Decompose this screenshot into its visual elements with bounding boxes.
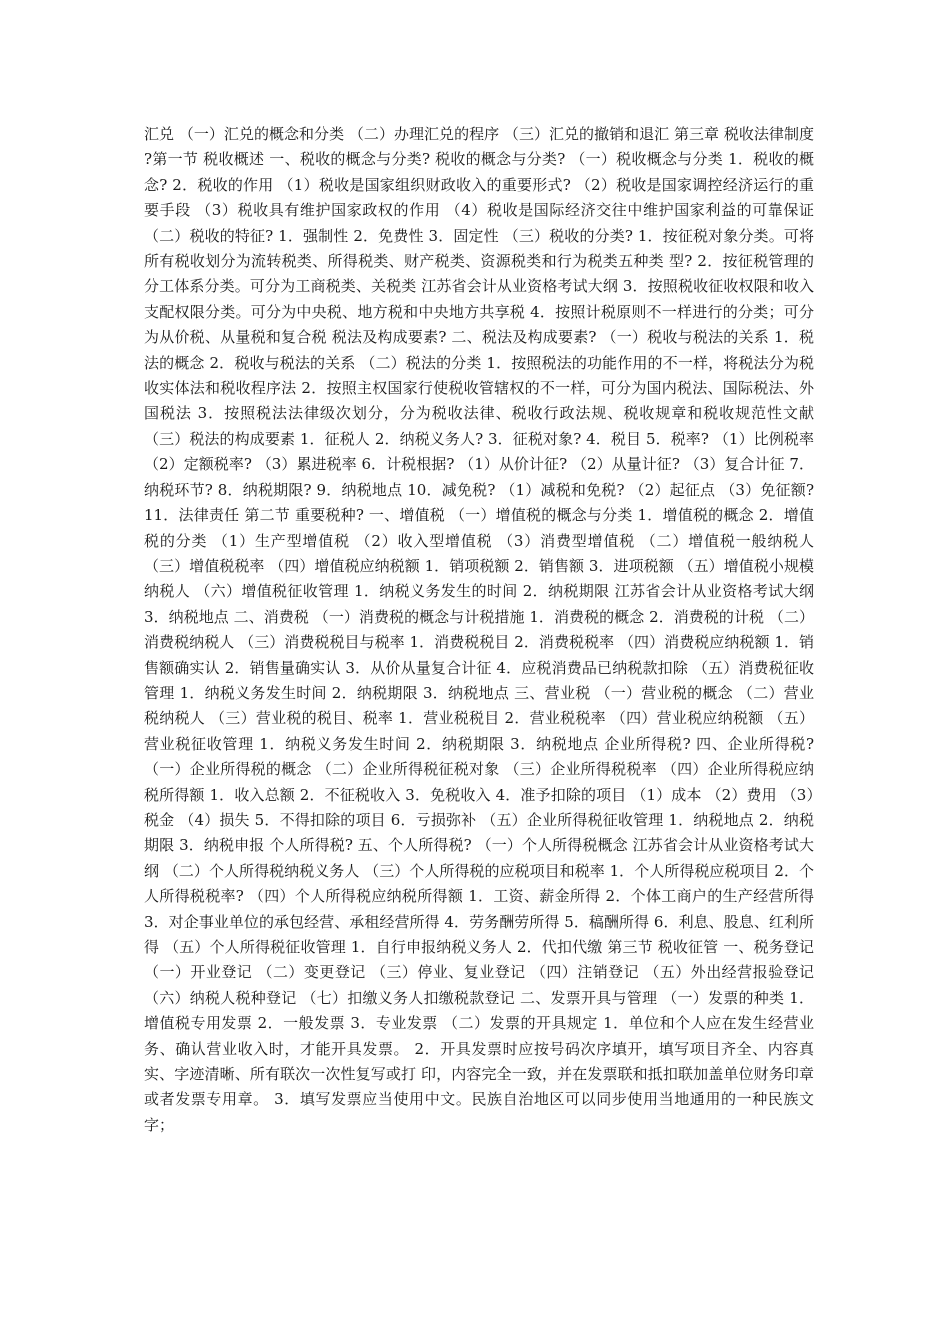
body-paragraph: 汇兑 （一）汇兑的概念和分类 （二）办理汇兑的程序 （三）汇兑的撤销和退汇 第三章 税收法律制度 ?第一节 税收概述 一、税收的概念与分类? 税收的概念与分类? （一）税收概念与分类 1．税收的概念? 2．税收的作用 （1）税收是国家组织财政收入的重要形式? （2）税收是国家调控经济运行的重要手段 （3）税收具有维护国家政权的作用 （4）税收是国际经济交往中维护国家利益的可靠保证 （二）税收的特征? 1．强制性 2．免费性 3．固定性 （三）税收的分类? 1．按征税对象分类。可将所有税收划分为流转税类、所得税类、财产税类、资源税类和行为税类五种类 型? 2．按征税管理的分工体系分类。可分为工商税类、关税类 江苏省会计从业资格考试大纲 3．按照税收征收权限和收入支配权限分类。可分为中央税、地方税和中央地方共享税 4．按照计税原则不一样进行的分类；可分为从价税、从量税和复合税 税法及构成要素? 二、税法及构成要素? （一）税收与税法的关系 1．税法的概念 2．税收与税法的关系 （二）税法的分类 1．按照税法的功能作用的不一样，将税法分为税收实体法和税收程序法 2．按照主权国家行使税收管辖权的不一样，可分为国内税法、国际税法、外国税法 3．按照税法法律级次划分，分为税收法律、税收行政法规、税收规章和税收规范性文献 （三）税法的构成要素 1．征税人 2．纳税义务人? 3．征税对象? 4．税目 5．税率? （1）比例税率 （2）定额税率? （3）累进税率 6．计税根据? （1）从价计征? （2）从量计征? （3）复合计征 7．纳税环节? 8．纳税期限? 9．纳税地点 10．减免税? （1）减税和免税? （2）起征点 （3）免征额? 11．法律责任 第二节 重要税种? 一、增值税 （一）增值税的概念与分类 1．增值税的概念 2．增值税的分类 （1）生产型增值税 （2）收入型增值税 （3）消费型增值税 （二）增值税一般纳税人 （三）增值税税率 （四）增值税应纳税额 1．销项税额 2．销售额 3．进项税额 （五）增值税小规模纳税人 （六）增值税征收管理 1．纳税义务发生的时间 2．纳税期限 江苏省会计从业资格考试大纲 3．纳税地点 二、消费税 （一）消费税的概念与计税措施 1．消费税的概念 2．消费税的计税 （二）消费税纳税人 （三）消费税税目与税率 1．消费税税目 2．消费税税率 （四）消费税应纳税额 1．销售额确实认 2．销售量确实认 3．从价从量复合计征 4．应税消费品已纳税款扣除 （五）消费税征收管理 1．纳税义务发生时间 2．纳税期限 3．纳税地点 三、营业税 （一）营业税的概念 （二）营业税纳税人 （三）营业税的税目、税率 1．营业税税目 2．营业税税率 （四）营业税应纳税额 （五）营业税征收管理 1．纳税义务发生时间 2．纳税期限 3．纳税地点 企业所得税? 四、企业所得税? （一）企业所得税的概念 （二）企业所得税征税对象 （三）企业所得税税率 （四）企业所得税应纳税所得额 1．收入总额 2．不征税收入 3．免税收入 4．准予扣除的项目 （1）成本 （2）费用 （3）税金 （4）损失 5．不得扣除的项目 6．亏损弥补 （五）企业所得税征收管理 1．纳税地点 2．纳税期限 3．纳税申报 个人所得税? 五、个人所得税? （一）个人所得税概念 江苏省会计从业资格考试大纲 （二）个人所得税纳税义务人 （三）个人所得税的应税项目和税率 1．个人所得税应税项目 2．个人所得税税率? （四）个人所得税应纳税所得额 1．工资、薪金所得 2．个体工商户的生产经营所得 3．对企事业单位的承包经营、承租经营所得 4．劳务酬劳所得 5．稿酬所得 6．利息、股息、红利所得 （五）个人所得税征收管理 1．自行申报纳税义务人 2．代扣代缴 第三节 税收征管 一、税务登记 （一）开业登记 （二）变更登记 （三）停业、复业登记 （四）注销登记 （五）外出经营报验登记 （六）纳税人税种登记 （七）扣缴义务人扣缴税款登记 二、发票开具与管理 （一）发票的种类 1．增值税专用发票 2．一般发票 3．专业发票 （二）发票的开具规定 1．单位和个人应在发生经营业务、确认营业收入时，才能开具发票。 2．开具发票时应按号码次序填开，填写项目齐全、内容真实、字迹清晰、所有联次一次性复写或打 印，内容完全一致，并在发票联和抵扣联加盖单位财务印章或者发票专用章。 3．填写发票应当使用中文。民族自治地区可以同步使用当地通用的一种民族文字； [144, 125, 815, 1134]
